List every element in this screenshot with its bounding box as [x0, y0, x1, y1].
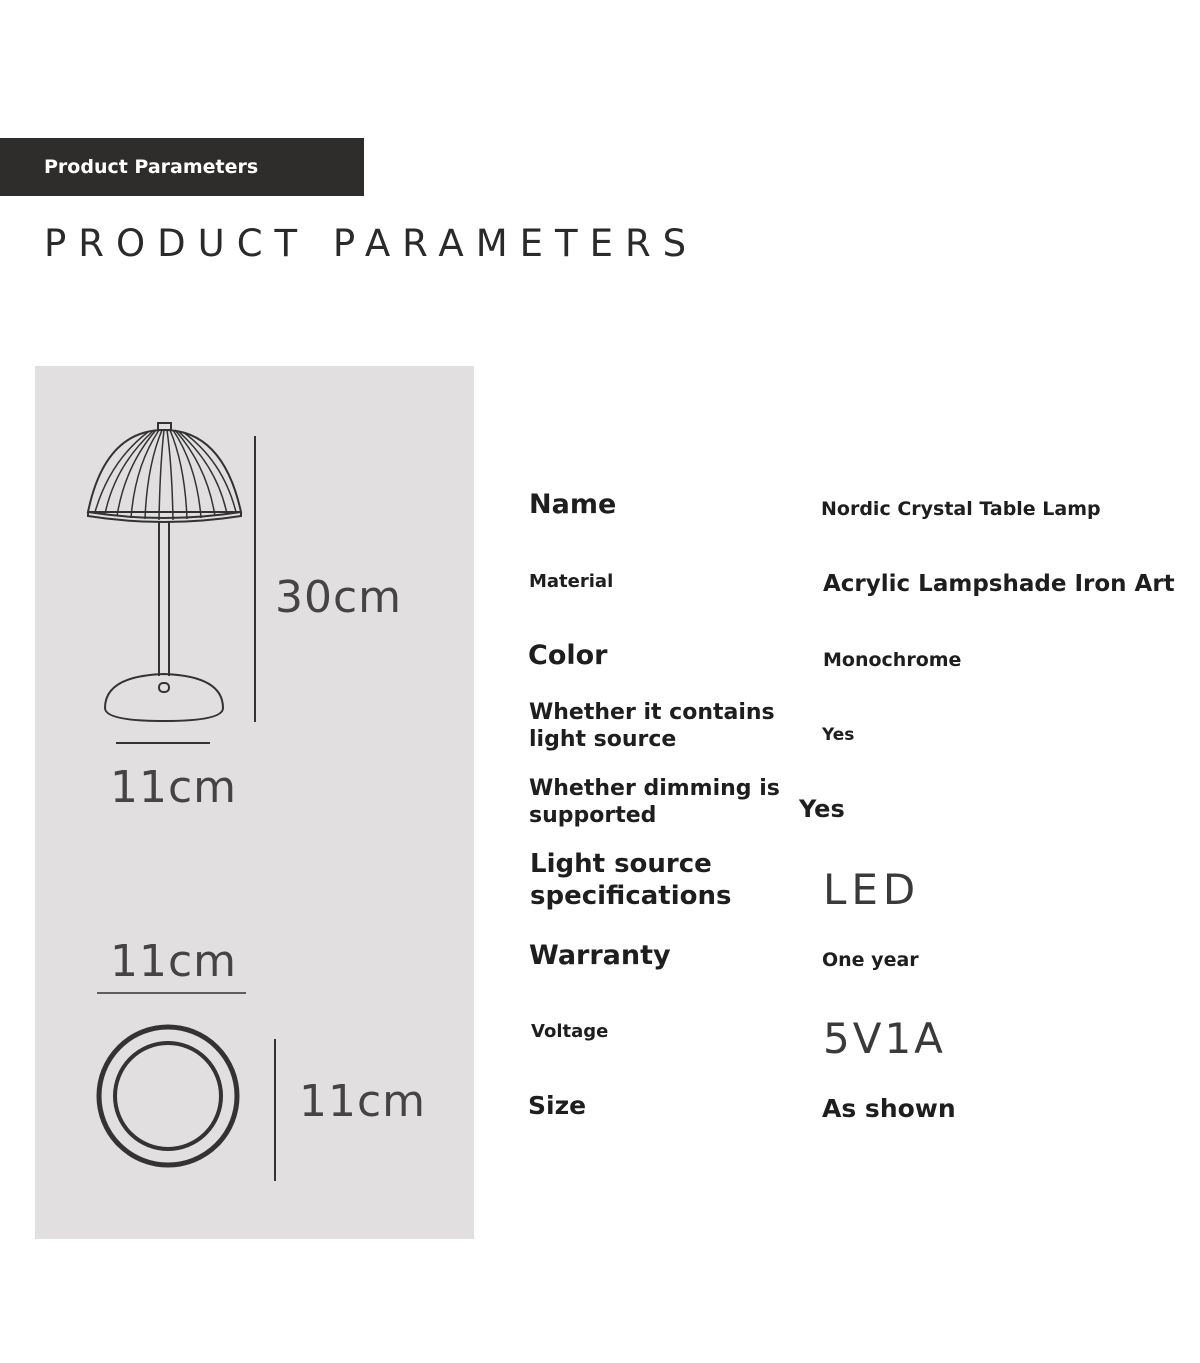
- section-banner: [0, 138, 364, 196]
- spec-label-dimming: Whether dimming is supported: [529, 776, 780, 828]
- spec-value-light-spec: LED: [823, 865, 921, 914]
- spec-value-warranty: One year: [822, 949, 919, 971]
- spec-label-size: Size: [528, 1091, 587, 1120]
- banner-label: Product Parameters: [44, 156, 259, 178]
- page-title: PRODUCT PARAMETERS: [44, 222, 699, 265]
- spec-label-voltage: Voltage: [531, 1021, 609, 1042]
- top-view-icon: [99, 1027, 237, 1165]
- lamp-base-icon: [105, 674, 223, 721]
- spec-value-voltage: 5V1A: [823, 1014, 946, 1063]
- spec-value-name: Nordic Crystal Table Lamp: [821, 498, 1101, 520]
- spec-value-light-source: Yes: [822, 725, 855, 745]
- spec-label-light-source: Whether it contains light source: [529, 700, 775, 752]
- spec-label-name: Name: [529, 489, 617, 520]
- lampshade-icon: [88, 423, 241, 522]
- spec-value-color: Monochrome: [823, 649, 962, 671]
- lamp-stem-icon: [159, 522, 169, 676]
- spec-label-warranty: Warranty: [529, 940, 671, 971]
- spec-label-color: Color: [528, 640, 608, 671]
- top-depth-label: 11cm: [299, 1076, 427, 1127]
- spec-value-material: Acrylic Lampshade Iron Art: [823, 571, 1175, 597]
- spec-label-light-spec: Light source specifications: [530, 849, 732, 911]
- height-label: 30cm: [275, 572, 403, 623]
- spec-value-size: As shown: [822, 1094, 956, 1123]
- spec-label-material: Material: [529, 571, 614, 592]
- spec-value-dimming: Yes: [799, 795, 845, 823]
- dimension-diagram-panel: [35, 366, 474, 1239]
- top-width-label: 11cm: [110, 936, 238, 987]
- base-width-label: 11cm: [110, 762, 238, 813]
